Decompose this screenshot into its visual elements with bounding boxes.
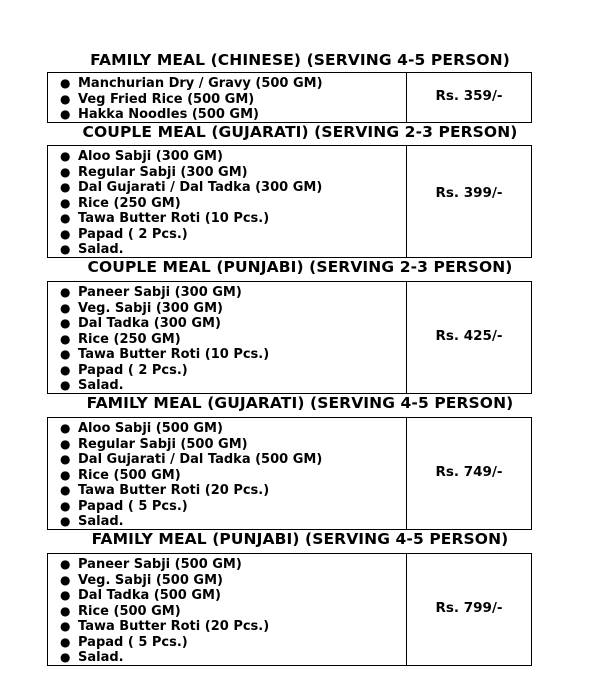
list-item: ● Tawa Butter Roti (20 Pcs.) — [60, 483, 270, 498]
bullet-icon: ● — [60, 619, 71, 633]
meal-price: Rs. 749/- — [435, 463, 503, 480]
list-item: ● Tawa Butter Roti (10 Pcs.) — [60, 211, 270, 226]
bullet-icon: ● — [60, 76, 71, 90]
bullet-icon: ● — [60, 164, 71, 179]
meal-items — [48, 73, 407, 122]
bullet-icon: ● — [60, 514, 71, 528]
list-item: ● Rice (500 GM) — [60, 467, 181, 483]
list-item: ● Papad ( 5 Pcs.) — [60, 634, 188, 650]
meal-price: Rs. 359/- — [435, 87, 503, 104]
meal-box — [47, 417, 532, 530]
bullet-icon: ● — [60, 195, 71, 210]
bullet-icon: ● — [60, 91, 71, 106]
meal-price: Rs. 399/- — [435, 184, 503, 201]
bullet-icon: ● — [60, 557, 71, 571]
list-item: ● Rice (250 GM) — [60, 195, 181, 211]
meal-items — [48, 282, 407, 393]
bullet-icon: ● — [60, 483, 71, 497]
bullet-icon: ● — [60, 436, 71, 451]
list-item: ● Dal Tadka (500 GM) — [60, 588, 221, 603]
list-item: ● Papad ( 2 Pcs.) — [60, 226, 188, 242]
list-item: ● Paneer Sabji (500 GM) — [60, 557, 242, 572]
list-item: ● Veg. Sabji (500 GM) — [60, 572, 223, 588]
bullet-icon: ● — [60, 300, 71, 315]
bullet-icon: ● — [60, 603, 71, 618]
section-title: FAMILY MEAL (CHINESE) (SERVING 4-5 PERSON) — [90, 51, 510, 69]
list-item: ● Hakka Noodles (500 GM) — [60, 107, 259, 122]
bullet-icon: ● — [60, 226, 71, 241]
meal-items — [48, 146, 407, 257]
bullet-icon: ● — [60, 149, 71, 163]
list-item: ● Regular Sabji (500 GM) — [60, 436, 248, 452]
bullet-icon: ● — [60, 211, 71, 225]
meal-items — [48, 418, 407, 529]
list-item: ● Tawa Butter Roti (10 Pcs.) — [60, 347, 270, 362]
list-item: ● Salad. — [60, 514, 124, 529]
bullet-icon: ● — [60, 180, 71, 194]
meal-price: Rs. 425/- — [435, 327, 503, 344]
meal-box — [47, 72, 532, 123]
bullet-icon: ● — [60, 242, 71, 256]
section-title: FAMILY MEAL (GUJARATI) (SERVING 4-5 PERSON) — [86, 394, 514, 412]
bullet-icon: ● — [60, 107, 71, 121]
bullet-icon: ● — [60, 316, 71, 330]
list-item: ● Papad ( 5 Pcs.) — [60, 498, 188, 514]
list-item: ● Salad. — [60, 378, 124, 393]
bullet-icon: ● — [60, 634, 71, 649]
list-item: ● Salad. — [60, 242, 124, 257]
list-item: ● Veg Fried Rice (500 GM) — [60, 91, 255, 107]
list-item: ● Paneer Sabji (300 GM) — [60, 285, 242, 300]
bullet-icon: ● — [60, 588, 71, 602]
section-title: COUPLE MEAL (GUJARATI) (SERVING 2-3 PERSON) — [82, 123, 518, 141]
list-item: ● Dal Tadka (300 GM) — [60, 316, 221, 331]
list-item: ● Rice (500 GM) — [60, 603, 181, 619]
bullet-icon: ● — [60, 498, 71, 513]
list-item: ● Dal Gujarati / Dal Tadka (300 GM) — [60, 180, 323, 195]
list-item: ● Veg. Sabji (300 GM) — [60, 300, 223, 316]
bullet-icon: ● — [60, 421, 71, 435]
list-item: ● Salad. — [60, 650, 124, 665]
list-item: ● Rice (250 GM) — [60, 331, 181, 347]
bullet-icon: ● — [60, 452, 71, 466]
list-item: ● Papad ( 2 Pcs.) — [60, 362, 188, 378]
bullet-icon: ● — [60, 572, 71, 587]
list-item: ● Regular Sabji (300 GM) — [60, 164, 248, 180]
meal-box — [47, 553, 532, 666]
list-item: ● Aloo Sabji (300 GM) — [60, 149, 223, 164]
meal-items — [48, 554, 407, 665]
section-title: COUPLE MEAL (PUNJABI) (SERVING 2-3 PERSON) — [87, 258, 513, 276]
bullet-icon: ● — [60, 331, 71, 346]
bullet-icon: ● — [60, 467, 71, 482]
meal-box — [47, 281, 532, 394]
list-item: ● Aloo Sabji (500 GM) — [60, 421, 223, 436]
meal-box — [47, 145, 532, 258]
bullet-icon: ● — [60, 378, 71, 392]
list-item: ● Dal Gujarati / Dal Tadka (500 GM) — [60, 452, 323, 467]
list-item: ● Manchurian Dry / Gravy (500 GM) — [60, 76, 323, 91]
bullet-icon: ● — [60, 650, 71, 664]
bullet-icon: ● — [60, 362, 71, 377]
bullet-icon: ● — [60, 347, 71, 361]
section-title: FAMILY MEAL (PUNJABI) (SERVING 4-5 PERSON) — [91, 530, 509, 548]
meal-price: Rs. 799/- — [435, 599, 503, 616]
bullet-icon: ● — [60, 285, 71, 299]
list-item: ● Tawa Butter Roti (20 Pcs.) — [60, 619, 270, 634]
